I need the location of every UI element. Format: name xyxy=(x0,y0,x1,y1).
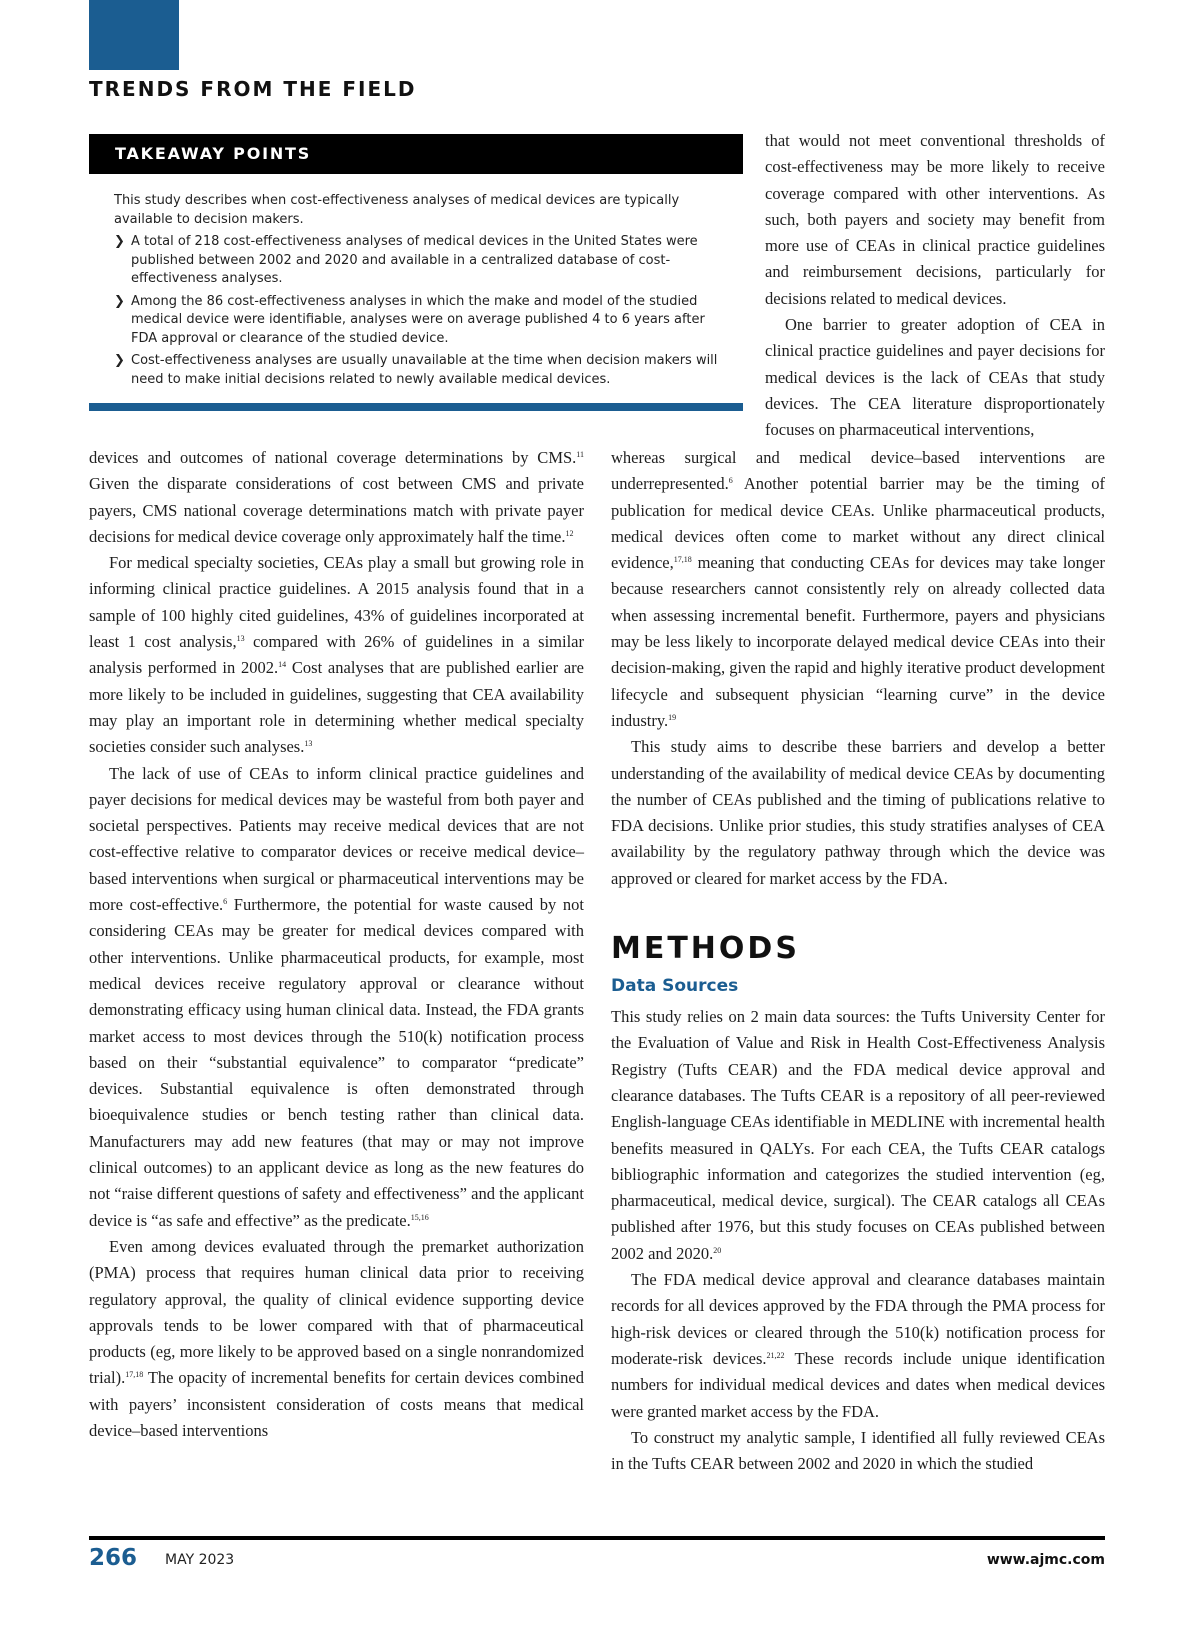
text: whereas surgical and medical device–based interventions are underrepresented. xyxy=(611,448,1105,494)
takeaway-bullet-text: Cost-effectiveness analyses are usually unavailable at the time when decision makers will need to make initial decisions related to newly available medical devices. xyxy=(131,353,718,387)
text: devices and outcomes of national coverage determinations by CMS. xyxy=(89,448,577,467)
page-number: 266 xyxy=(89,1545,138,1571)
takeaway-list xyxy=(114,233,721,389)
paragraph: One barrier to greater adoption of CEA in clinical practice guidelines and payer decisions for medical devices is the lack of CEAs that study devices. The CEA literature disproportionately focuses on pharmaceutical interventions, xyxy=(765,315,1105,440)
text: These records include unique identification numbers for individual medical devices and dates when medical devices were granted market access by the FDA. xyxy=(611,1348,1105,1421)
takeaway-bullet xyxy=(114,233,721,289)
text: For medical specialty societies, CEAs play a small but growing role in informing clinical practice guidelines. A 2015 analysis found that in a sample of 100 highly cited guidelines, 43% of guidelines incorporated at least 1 cost analysis, xyxy=(89,553,584,652)
citation: 20 xyxy=(713,1245,722,1255)
paragraph: To construct my analytic sample, I identified all fully reviewed CEAs in the Tufts CEAR between 2002 and 2020 in which the studied xyxy=(611,1427,1105,1474)
text: Another potential barrier may be the timing of publication for medical device CEAs. Unlike pharmaceutical products, medical devices often come to market without any direct clinical evidence, xyxy=(611,474,1105,573)
section-label: TRENDS FROM THE FIELD xyxy=(89,77,417,101)
bullet-chevron-icon: ❯ xyxy=(114,293,125,309)
paragraph: This study aims to describe these barriers and develop a better understanding of the availability of medical device CEAs by documenting the number of CEAs published and the timing of publications relative to FDA decisions. Unlike prior studies, this study stratifies analyses of CEA availability by the regulatory pathway through which the device was approved or cleared for market access by the FDA. xyxy=(611,737,1105,888)
left-column xyxy=(89,445,584,1444)
text: meaning that conducting CEAs for devices may take longer because researchers cannot consistently rely on already collected data when assessing incremental benefit. Furthermore, payers and physicians may be less likely to incorporate delayed medical device CEAs into their decision-making, given the rapid and highly iterative product development lifecycle and subsequent physician “learning curve” in the device industry. xyxy=(611,553,1105,730)
footer-rule xyxy=(89,1536,1105,1540)
paragraph xyxy=(611,1004,1105,1267)
takeaway-bullet xyxy=(114,293,721,349)
citation: 6 xyxy=(728,476,733,486)
paragraph xyxy=(611,1267,1105,1425)
top-right-column xyxy=(765,128,1105,444)
citation: 15,16 xyxy=(410,1212,429,1222)
citation: 11 xyxy=(576,450,584,459)
paragraph xyxy=(89,550,584,760)
text: Even among devices evaluated through the premarket authorization (PMA) process that requires human clinical data prior to receiving regulatory approval, the quality of clinical evidence supporting device approvals tends to be lower compared with that of pharmaceutical products (eg, more likely to be approved based on a single nonrandomized trial). xyxy=(89,1236,584,1388)
paragraph xyxy=(611,445,1105,734)
text: Furthermore, the potential for waste caused by not considering CEAs may be greater for medical devices compared with other interventions. Unlike pharmaceutical products, for example, most medical devices receive regulatory approval or clearance without demonstrating efficacy using human clinical data. Instead, the FDA grants market access to most devices through the 510(k) notification process based on their “substantial equivalence” to comparator “predicate” devices. Substantial equivalence is often demonstrated through bioequivalence studies or bench testing rather than clinical data. Manufacturers may add new features (that may or may not improve clinical outcomes) to an applicant device as long as the new features do not “raise different questions of safety and effectiveness” and the applicant device is “as safe and effective” as the predicate. xyxy=(89,895,584,1230)
paragraph xyxy=(89,445,584,550)
citation: 13 xyxy=(304,739,313,749)
text: The lack of use of CEAs to inform clinical practice guidelines and payer decisions for medical devices may be wasteful from both payer and societal perspectives. Patients may receive medical devices that are not cost-effective relative to comparator devices or receive medical device–based interventions when surgical or pharmaceutical interventions may be more cost-effective. xyxy=(89,763,584,915)
takeaway-title: TAKEAWAY POINTS xyxy=(89,134,743,174)
text: The opacity of incremental benefits for certain devices combined with payers’ inconsistent consideration of costs means that medical device–based interventions xyxy=(89,1368,584,1440)
takeaway-box xyxy=(89,134,743,411)
issue-date: MAY 2023 xyxy=(165,1552,235,1568)
takeaway-intro: This study describes when cost-effectiveness analyses of medical devices are typically available to decision makers. xyxy=(114,193,680,227)
bullet-chevron-icon: ❯ xyxy=(114,353,125,368)
citation: 14 xyxy=(278,660,287,670)
citation: 19 xyxy=(668,712,677,722)
citation: 17,18 xyxy=(673,555,692,565)
right-column xyxy=(611,445,1105,1477)
takeaway-body xyxy=(89,174,743,389)
paragraph: that would not meet conventional thresholds of cost-effectiveness may be more likely to receive coverage compared with other interventions. As such, both payers and society may benefit from more use of CEAs in clinical practice guidelines and reimbursement decisions, particularly for decisions related to medical devices. xyxy=(765,131,1105,308)
citation: 17,18 xyxy=(125,1370,144,1380)
takeaway-bullet xyxy=(114,352,721,389)
text: compared with 26% of guidelines in a similar analysis performed in 2002. xyxy=(89,632,584,678)
site-url[interactable]: www.ajmc.com xyxy=(986,1552,1105,1568)
paragraph xyxy=(89,761,584,1234)
text: This study relies on 2 main data sources: the Tufts University Center for the Evaluation of Value and Risk in Health Cost-Effectiveness Analysis Registry (Tufts CEAR) and the FDA medical device approval and clearance databases. The Tufts CEAR is a repository of all peer-reviewed English-language CEAs identifiable in MEDLINE with incremental health benefits measured in QALYs. For each CEA, the Tufts CEAR catalogs bibliographic information and categorizes the studied intervention (eg, pharmaceutical, medical device, surgical). The CEAR catalogs all CEAs published after 1976, but this study focuses on CEAs published between 2002 and 2020. xyxy=(611,1007,1105,1263)
bullet-chevron-icon: ❯ xyxy=(114,234,125,249)
methods-heading: METHODS xyxy=(611,931,800,967)
text: Cost analyses that are published earlier are more likely to be included in guidelines, suggesting that CEA availability may play an important role in determining whether medical specialty societies consider such analyses. xyxy=(89,658,584,757)
takeaway-bullet-text: Among the 86 cost-effectiveness analyses in which the make and model of the studied medical device were identifiable, analyses were on average published 4 to 6 years after FDA approval or clearance of the studied device. xyxy=(131,293,705,346)
text: The FDA medical device approval and clearance databases maintain records for all devices approved by the FDA through the PMA process for high-risk devices or cleared through the 510(k) notification process for moderate-risk devices. xyxy=(611,1270,1105,1368)
citation: 6 xyxy=(223,897,228,907)
data-sources-heading: Data Sources xyxy=(611,976,739,997)
citation: 21,22 xyxy=(766,1350,785,1360)
takeaway-bullet-text: A total of 218 cost-effectiveness analyses of medical devices in the United States were published between 2002 and 2020 and available in a centralized database of cost-effectiveness analyses. xyxy=(131,234,698,286)
citation: 13 xyxy=(236,634,245,644)
takeaway-bottom-rule xyxy=(89,403,743,411)
text: Given the disparate considerations of cost between CMS and private payers, CMS national coverage determinations match with private payer decisions for medical device coverage only approximately half the time. xyxy=(89,474,584,546)
citation: 12 xyxy=(565,528,574,538)
paragraph xyxy=(89,1234,584,1444)
accent-block xyxy=(89,0,179,70)
